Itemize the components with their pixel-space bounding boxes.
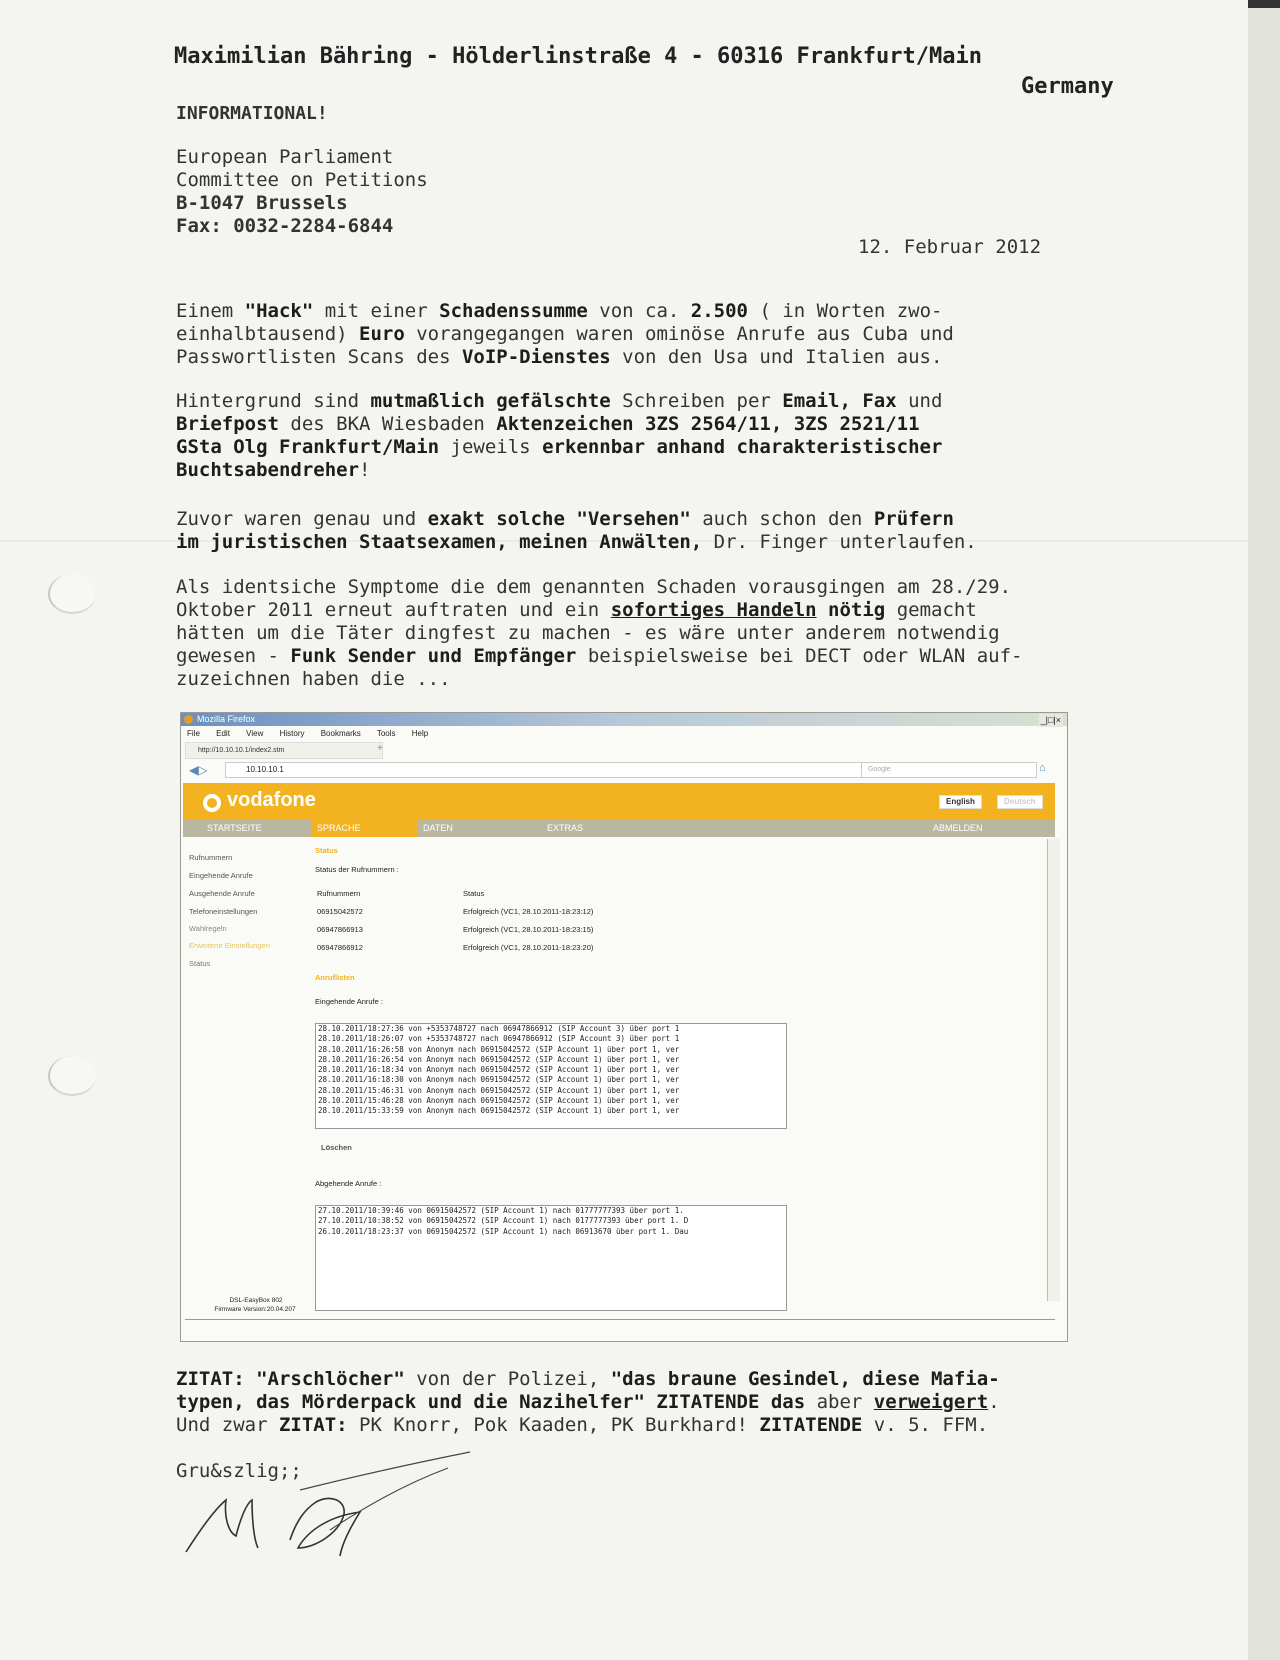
status-heading: Status — [315, 846, 338, 855]
sidebar-item-wahlregeln[interactable]: Wahlregeln — [189, 924, 227, 933]
menu-tools[interactable]: Tools — [376, 729, 396, 738]
text-run: und — [896, 390, 943, 412]
text-run: einhalbtausend) — [176, 323, 360, 345]
text-run: PK Knorr, Pok Kaaden, PK Burkhard! — [347, 1414, 760, 1436]
text-run: von ca. — [587, 300, 691, 322]
firmware-version: Firmware Version:20.04.207 — [214, 1306, 296, 1313]
text-run: Funk Sender und Empfänger — [290, 645, 577, 667]
text-run: . — [988, 1391, 1000, 1413]
window-controls[interactable]: _|□|× — [1040, 715, 1061, 725]
navigation-toolbar — [181, 759, 1067, 781]
firefox-icon — [184, 715, 193, 724]
sidebar-item-erweiterte[interactable]: Erweiterte Einstellungen — [189, 941, 270, 950]
sidebar-item-eingehende[interactable]: Eingehende Anrufe — [189, 871, 253, 880]
recipient-line: European Parliament — [176, 146, 394, 168]
text-run: ZITATENDE — [759, 1414, 863, 1436]
text-run: im juristischen Staatsexamen, meinen Anwälten, — [176, 531, 703, 553]
recipient-fax: Fax: 0032-2284-6844 — [176, 215, 394, 237]
text-run: typen, das Mörderpack und die Nazihelfer" ZITATENDE das — [176, 1391, 806, 1413]
text-run: nötig — [828, 599, 886, 621]
incoming-label: Eingehende Anrufe : — [315, 997, 383, 1006]
delete-button[interactable]: Löschen — [321, 1143, 352, 1152]
new-tab-button[interactable]: + — [377, 743, 383, 754]
text-run: mit einer — [313, 300, 440, 322]
text-run: Briefpost — [176, 413, 279, 435]
text-run: auch schon den — [690, 508, 874, 530]
window-titlebar — [181, 713, 1067, 726]
english-button[interactable]: English — [939, 795, 982, 809]
brand-name: vodafone — [227, 789, 316, 811]
text-run: Schadenssumme — [439, 300, 588, 322]
router-nav — [183, 819, 1055, 837]
vodafone-ring-icon — [203, 794, 221, 812]
status-bar-divider — [185, 1319, 1055, 1320]
table-cell-number: 06947866912 — [317, 943, 363, 952]
nav-daten[interactable]: DATEN — [423, 823, 453, 833]
window-title: Mozilla Firefox — [197, 714, 256, 724]
menu-help[interactable]: Help — [411, 729, 429, 738]
menu-history[interactable]: History — [279, 729, 305, 738]
table-cell-number: 06947866913 — [317, 925, 363, 934]
table-cell-status: Erfolgreich (VC1, 28.10.2011-18:23:15) — [463, 925, 594, 934]
text-run: mutmaßlich gefälschte — [370, 390, 611, 412]
nav-abmelden[interactable]: ABMELDEN — [933, 823, 983, 833]
back-arrow-icon[interactable]: ◀▷ — [189, 763, 208, 777]
calls-heading: Anruflisten — [315, 973, 355, 982]
text-run: Email, Fax — [782, 390, 897, 412]
text-run: ZITAT: — [278, 1414, 348, 1436]
outgoing-label: Abgehende Anrufe : — [315, 1179, 382, 1188]
text-run: Und zwar — [176, 1414, 279, 1436]
text-run: Zuvor waren genau und — [176, 508, 428, 530]
text-run: Passwortlisten Scans des — [176, 346, 462, 368]
table-cell-status: Erfolgreich (VC1, 28.10.2011-18:23:20) — [463, 943, 594, 952]
table-cell-status: Erfolgreich (VC1, 28.10.2011-18:23:12) — [463, 907, 594, 916]
text-run: hätten um die Täter dingfest zu machen - es wäre unter anderem notwendig — [176, 622, 1000, 644]
text-run: gewesen - — [176, 645, 291, 667]
outgoing-calls-log[interactable] — [315, 1205, 787, 1311]
device-name: DSL-EasyBox 802 — [229, 1297, 283, 1304]
text-run: verweigert — [873, 1391, 989, 1413]
browser-tab[interactable]: http://10.10.10.1/index2.stm — [185, 742, 383, 759]
text-run: GSta Olg Frankfurt/Main — [176, 436, 440, 458]
nav-startseite[interactable]: STARTSEITE — [207, 823, 262, 833]
text-run: Euro — [359, 323, 405, 345]
text-run: Einem — [176, 300, 245, 322]
sender-country: Germany — [1021, 74, 1114, 99]
table-cell-number: 06915042572 — [317, 907, 363, 916]
incoming-log-text: 28.10.2011/18:27:36 von +5353748727 nach 06947866912 (SIP Account 3) über port 1 28.10.2011/18:26:07 von +5353748727 nach 06947866912 (SIP Account 3) über port 1 28.10.2011/16:26:58 von Anonym nach 06915042572 (SIP Account 1) über port 1, ver 28.10.2011/16:26:54 von Anonym nach 06915042572 (SIP Account 1) über port 1, ver 28.10.2011/16:18:34 von Anonym nach 06915042572 (SIP Account 1) über port 1, ver 28.10.2011/16:18:30 von Anonym nach 06915042572 (SIP Account 1) über port 1, ver 28.10.2011/15:46:31 von Anonym nach 06915042572 (SIP Account 1) über port 1, ver 28.10.2011/15:46:28 von Anonym nach 06915042572 (SIP Account 1) über port 1, ver 28.10.2011/15:33:59 von Anonym nach 06915042572 (SIP Account 1) über port 1, ver — [318, 1024, 680, 1116]
nav-sprache[interactable]: SPRACHE — [311, 819, 417, 837]
menu-bookmarks[interactable]: Bookmarks — [320, 729, 361, 738]
sidebar-item-rufnummern[interactable]: Rufnummern — [189, 853, 233, 862]
text-run: von der Polizei, — [404, 1368, 611, 1390]
text-run: Prüfern — [873, 508, 954, 530]
embedded-router-screenshot — [180, 712, 1068, 1342]
text-run: Dr. Finger unterlaufen. — [702, 531, 977, 553]
vodafone-logo — [203, 789, 316, 812]
text-run: "Arschlöcher" — [256, 1368, 405, 1390]
text-run: Als identsiche Symptome die dem genannten Schaden vorausgingen am 28./29. — [176, 576, 1012, 598]
text-run: Oktober 2011 erneut auftraten und ein — [176, 599, 611, 621]
home-icon[interactable]: ⌂ — [1039, 762, 1046, 774]
text-run: gemacht — [885, 599, 977, 621]
informational-label: INFORMATIONAL! — [176, 103, 328, 124]
sender-line: Maximilian Bähring - Hölderlinstraße 4 - 60316 Frankfurt/Main — [174, 44, 982, 69]
text-run: "Hack" — [244, 300, 314, 322]
recipient-city: B-1047 Brussels — [176, 192, 348, 214]
text-run: exakt solche "Versehen" — [427, 508, 691, 530]
letter-date: 12. Februar 2012 — [858, 236, 1042, 258]
text-run: ZITAT: — [176, 1368, 257, 1390]
incoming-calls-log[interactable] — [315, 1023, 787, 1129]
table-header-status: Status — [463, 889, 485, 898]
text-run: v. 5. FFM. — [862, 1414, 989, 1436]
nav-extras[interactable]: EXTRAS — [547, 823, 584, 833]
text-run: ! — [359, 459, 371, 481]
tab-strip — [181, 741, 1067, 759]
search-box[interactable]: Google — [861, 762, 1037, 778]
sidebar-item-telefoneinstellungen[interactable]: Telefoneinstellungen — [189, 907, 258, 916]
text-run: Schreiben per — [610, 390, 783, 412]
recipient-line: Committee on Petitions — [176, 169, 428, 191]
text-run: beispielsweise bei DECT oder WLAN auf- — [576, 645, 1023, 667]
text-run: jeweils — [439, 436, 543, 458]
text-run: ( in Worten zwo- — [748, 300, 943, 322]
text-run: 2.500 — [690, 300, 748, 322]
text-run: vorangegangen waren ominöse Anrufe aus Cuba und — [404, 323, 954, 345]
menu-view[interactable]: View — [246, 729, 264, 738]
text-run: zuzeichnen haben die ... — [176, 668, 451, 690]
closing-text: Gru&szlig; — [176, 1460, 291, 1482]
text-run: "das braune Gesindel, diese Mafia- — [610, 1368, 1000, 1390]
sidebar-item-ausgehende[interactable]: Ausgehende Anrufe — [189, 889, 255, 898]
text-run: von den Usa und Italien aus. — [610, 346, 943, 368]
page-scrollbar[interactable] — [1047, 839, 1060, 1301]
text-run: VoIP-Dienstes — [461, 346, 611, 368]
vodafone-header — [183, 783, 1055, 819]
text-run: Buchtsabendreher — [176, 459, 360, 481]
text-run: Aktenzeichen 3ZS 2564/11, 3ZS 2521/11 — [496, 413, 920, 435]
text-run: aber — [805, 1391, 874, 1413]
text-run: des BKA Wiesbaden — [278, 413, 497, 435]
address-bar[interactable]: 10.10.10.1 — [225, 762, 865, 778]
text-run: erkennbar anhand charakteristischer — [542, 436, 943, 458]
menu-file[interactable]: File — [187, 729, 200, 738]
outgoing-log-text: 27.10.2011/10:39:46 von 06915042572 (SIP Account 1) nach 01777777393 über port 1. 27.10.2011/10:38:52 von 06915042572 (SIP Account 1) nach 0177777393 über port 1. D 26.10.2011/18:23:37 von 06915042572 (SIP Account 1) nach 06913670 über port 1. Dau — [318, 1206, 689, 1236]
menu-edit[interactable]: Edit — [216, 729, 230, 738]
text-run: Hintergrund sind — [176, 390, 371, 412]
text-run: sofortiges Handeln — [610, 599, 817, 621]
menu-bar — [181, 726, 1067, 741]
table-header-rufnummern: Rufnummern — [317, 889, 361, 898]
closing-greeting: Gru&szlig;; — [176, 1460, 302, 1482]
deutsch-button[interactable]: Deutsch — [997, 795, 1043, 809]
sidebar-item-status[interactable]: Status — [189, 959, 211, 968]
status-subheading: Status der Rufnummern : — [315, 865, 399, 874]
